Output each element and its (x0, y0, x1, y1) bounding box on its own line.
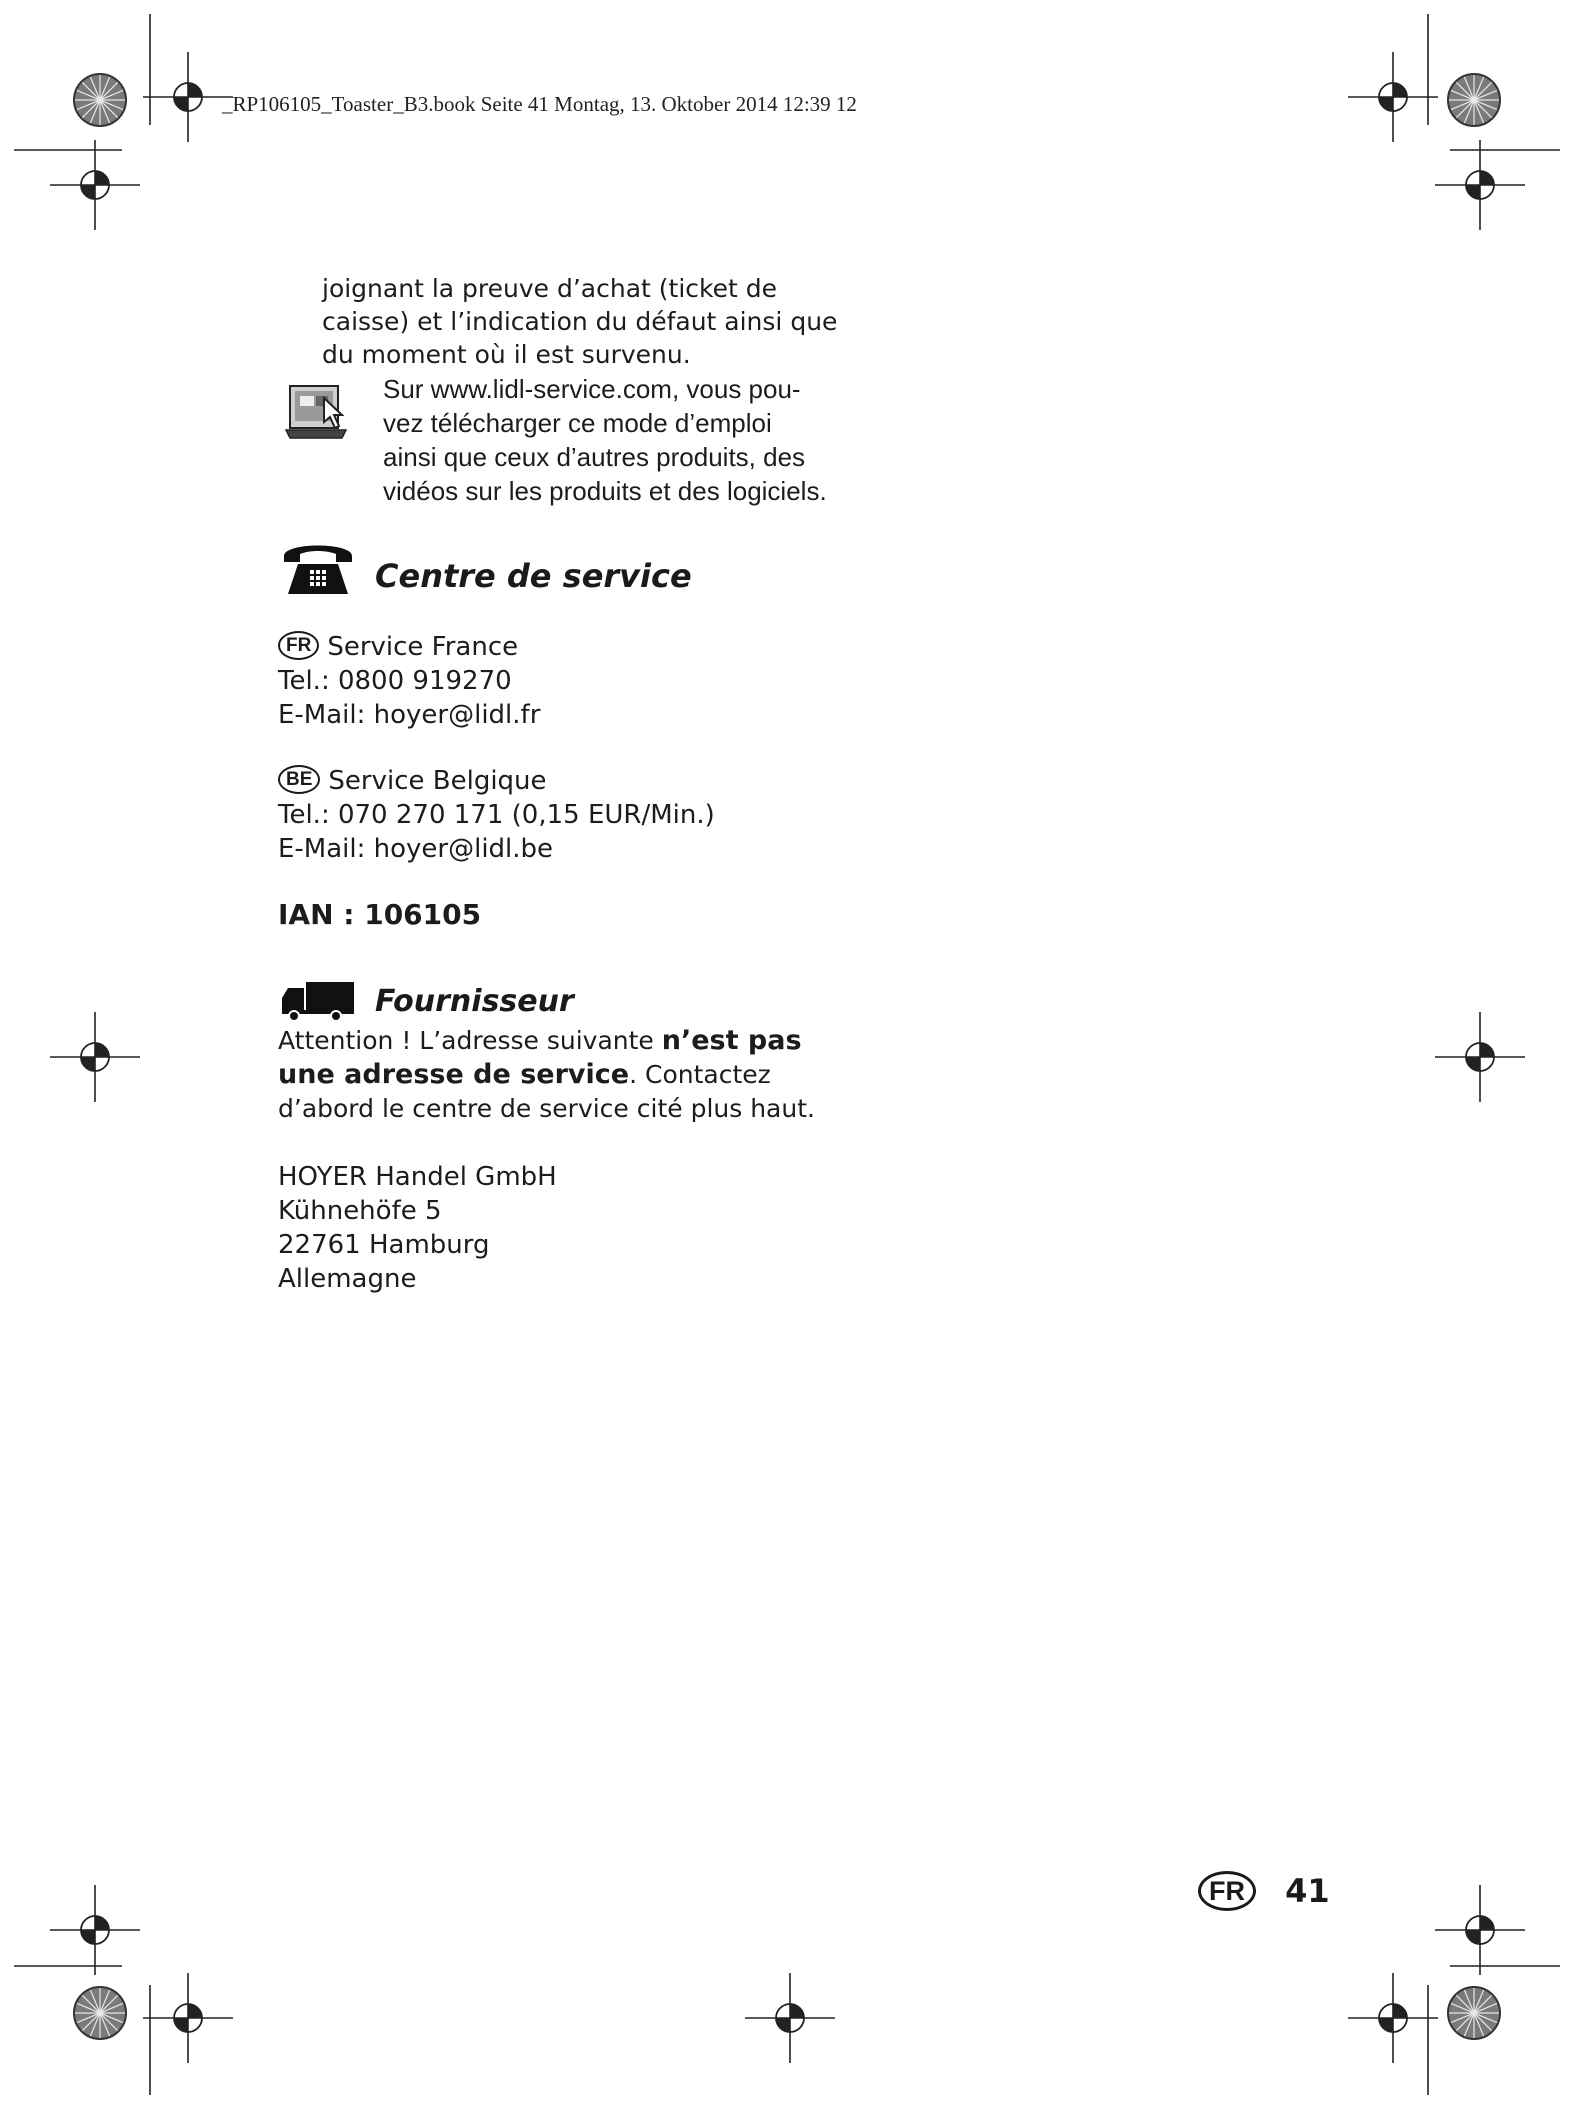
page-footer (1198, 1871, 1330, 1911)
download-line-1: Sur www.lidl-service.com, vous pou- (383, 374, 801, 404)
service-france-tel: Tel.: 0800 919270 (278, 666, 512, 696)
service-belgium-email: E-Mail: hoyer@lidl.be (278, 834, 554, 864)
country-badge-fr: FR (278, 631, 319, 660)
intro-line-1: joignant la preuve d’achat (ticket de (322, 274, 777, 303)
supplier-title: Fournisseur (375, 984, 574, 1019)
ian-number: IAN : 106105 (278, 898, 482, 931)
service-france-name: Service France (327, 632, 519, 662)
attention-line-3: d’abord le centre de service cité plus haut. (278, 1094, 815, 1123)
country-badge-be: BE (278, 765, 320, 794)
service-france (278, 630, 978, 732)
truck-icon (280, 980, 356, 1022)
download-line-4: vidéos sur les produits et des logiciels. (383, 476, 827, 506)
address-line-3: 22761 Hamburg (278, 1230, 490, 1260)
supplier-attention (278, 1024, 998, 1126)
footer-lang-badge: FR (1198, 1871, 1256, 1911)
service-france-email: E-Mail: hoyer@lidl.fr (278, 700, 541, 730)
attention-bold-1: n’est pas (661, 1025, 802, 1056)
download-line-2: vez télécharger ce mode d’emploi (383, 408, 772, 438)
telephone-icon (280, 536, 356, 598)
download-laptop-icon (284, 382, 352, 444)
address-line-2: Kühnehöfe 5 (278, 1196, 442, 1226)
service-belgium-tel: Tel.: 070 270 171 (0,15 EUR/Min.) (278, 800, 715, 830)
intro-paragraph (322, 272, 882, 371)
intro-line-2: caisse) et l’indication du défaut ainsi que (322, 307, 838, 336)
intro-line-3: du moment où il est survenu. (322, 340, 691, 369)
supplier-address (278, 1160, 878, 1296)
attention-prefix: Attention ! L’adresse suivante (278, 1026, 662, 1055)
service-belgium-name: Service Belgique (328, 766, 547, 796)
print-header: _RP106105_Toaster_B3.book Seite 41 Montag, 13. Oktober 2014 12:39 12 (222, 92, 857, 116)
service-center-title: Centre de service (375, 557, 692, 595)
service-belgium (278, 764, 1038, 866)
attention-bold-2: une adresse de service (278, 1059, 630, 1090)
download-line-3: ainsi que ceux d’autres produits, des (383, 442, 806, 472)
attention-suffix: . Contactez (629, 1060, 771, 1089)
address-line-1: HOYER Handel GmbH (278, 1162, 557, 1192)
page-number: 41 (1285, 1872, 1330, 1910)
address-line-4: Allemagne (278, 1264, 417, 1294)
download-paragraph (383, 372, 903, 508)
